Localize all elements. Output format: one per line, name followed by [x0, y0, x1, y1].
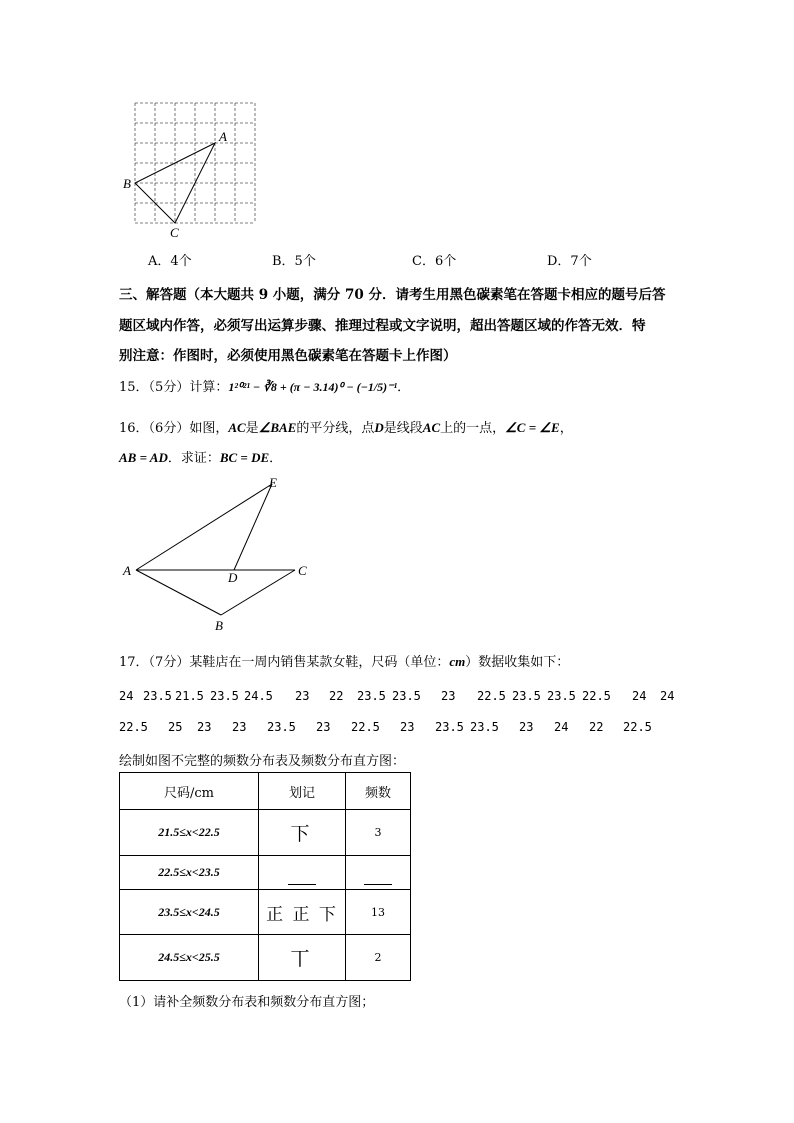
q16-bc-de: BC = DE [219, 450, 270, 465]
data-value: 23.5 [392, 689, 421, 703]
grid-triangle-figure [115, 95, 265, 245]
q16-label-e: E [269, 475, 277, 490]
data-value: 23 [197, 720, 212, 734]
header-tally: 划记 [259, 773, 346, 810]
data-value: 23.5 [512, 689, 541, 703]
data-value: 23.5 [267, 720, 296, 734]
label-a: A [219, 129, 227, 144]
row-count: 13 [346, 890, 411, 935]
row-range: 23.5≤x<24.5 [120, 890, 259, 935]
row-count: 2 [346, 935, 411, 981]
q16-text-b: 是 [245, 421, 259, 436]
q16-text-d: 是线段 [383, 421, 423, 436]
data-value: 21.5 [175, 689, 204, 703]
row-range: 22.5≤x<23.5 [120, 856, 259, 890]
row-tally: 下 [259, 810, 346, 856]
q16-ac2: AC [422, 420, 441, 435]
q16-label-b: B [215, 618, 223, 633]
q16-d: D [374, 420, 384, 435]
data-value: 23.5 [210, 689, 239, 703]
data-value: 23.5 [547, 689, 576, 703]
q16-ac: AC [228, 420, 246, 435]
label-b: B [123, 176, 131, 191]
question-15 [119, 376, 410, 395]
header-frequency: 频数 [346, 773, 411, 810]
q16-angle-bae: ∠BAE [258, 420, 297, 435]
label-c: C [170, 225, 179, 240]
q16-text-a: 16．（6分）如图， [119, 421, 229, 436]
q16-label-c: C [298, 563, 307, 578]
question-16-line2 [119, 447, 282, 466]
section3-line2: 题区域内作答，必须写出运算步骤、推理过程或文字说明，超出答题区域的作答无效．特 [119, 318, 646, 334]
option-a: A．4个 [148, 254, 192, 269]
q16-text-e: 上的一点， [440, 421, 506, 436]
row-range: 21.5≤x<22.5 [120, 810, 259, 856]
data-value: 22.5 [623, 720, 652, 734]
data-value: 22.5 [119, 720, 148, 734]
q16-text-f: ， [559, 421, 573, 436]
data-value: 23 [400, 720, 415, 734]
table-row [120, 810, 411, 856]
row-count-blank[interactable] [346, 856, 411, 890]
data-value: 22.5 [582, 689, 611, 703]
data-value: 22.5 [351, 720, 380, 734]
question-16-line1 [119, 417, 573, 436]
data-value: 23 [441, 689, 456, 703]
data-value: 23.5 [435, 720, 464, 734]
q16-geometry-figure [115, 472, 325, 637]
q16-text-g: ．求证： [167, 451, 220, 466]
section3-line1: 三、解答题（本大题共 9 小题，满分 70 分．请考生用黑色碳素笔在答题卡相应的题号后答 [119, 287, 666, 303]
option-d: D．7个 [547, 254, 592, 269]
q16-label-a: A [123, 563, 131, 578]
row-tally: 丅 [259, 935, 346, 981]
q15-suffix: ． [397, 380, 411, 395]
table-row [120, 890, 411, 935]
data-value: 23 [316, 720, 331, 734]
q17-sub1: （1）请补全频数分布表和频数分布直方图； [119, 995, 375, 1010]
data-value: 24 [660, 689, 675, 703]
option-c: C．6个 [412, 254, 457, 269]
data-value: 23.5 [470, 720, 499, 734]
data-value: 24 [119, 689, 134, 703]
data-value: 23 [295, 689, 310, 703]
q17-table-intro: 绘制如图不完整的频数分布表及频数分布直方图： [119, 754, 406, 769]
data-value: 25 [168, 720, 183, 734]
q17-text-a: 17．（7分）某鞋店在一周内销售某款女鞋，尺码（单位： [119, 655, 450, 670]
header-size: 尺码/cm [120, 773, 259, 810]
q15-prefix: 15．（5分）计算： [119, 380, 229, 395]
row-tally-blank[interactable] [259, 856, 346, 890]
table-row [120, 856, 411, 890]
row-range: 24.5≤x<25.5 [120, 935, 259, 981]
q17-text-b: ）数据收集如下： [465, 655, 570, 670]
data-value: 24 [632, 689, 647, 703]
section3-line3: 别注意：作图时，必须使用黑色碳素笔在答题卡上作图） [119, 348, 457, 364]
option-b: B．5个 [272, 254, 316, 269]
data-value: 23.5 [143, 689, 172, 703]
data-value: 24 [554, 720, 569, 734]
row-tally: 正 正 下 [259, 890, 346, 935]
data-value: 22.5 [477, 689, 506, 703]
q17-unit: cm [449, 654, 466, 669]
q16-ab-ad: AB = AD [119, 450, 168, 465]
data-value: 23.5 [357, 689, 386, 703]
data-value: 22 [589, 720, 604, 734]
data-value: 23 [519, 720, 534, 734]
frequency-table [119, 772, 411, 981]
data-value: 23 [232, 720, 247, 734]
q16-text-c: 的平分线，点 [296, 421, 375, 436]
table-row [120, 935, 411, 981]
question-17-intro [119, 651, 569, 670]
data-value: 22 [329, 689, 344, 703]
q16-text-h: ． [269, 451, 283, 466]
q16-label-d: D [228, 570, 238, 585]
q16-angle-eq: ∠C = ∠E [505, 420, 560, 435]
row-count: 3 [346, 810, 411, 856]
q15-expression: 1²⁰²¹ − ∛8 + (π − 3.14)⁰ − (−1/5)⁻¹ [228, 380, 398, 394]
data-value: 24.5 [244, 689, 273, 703]
